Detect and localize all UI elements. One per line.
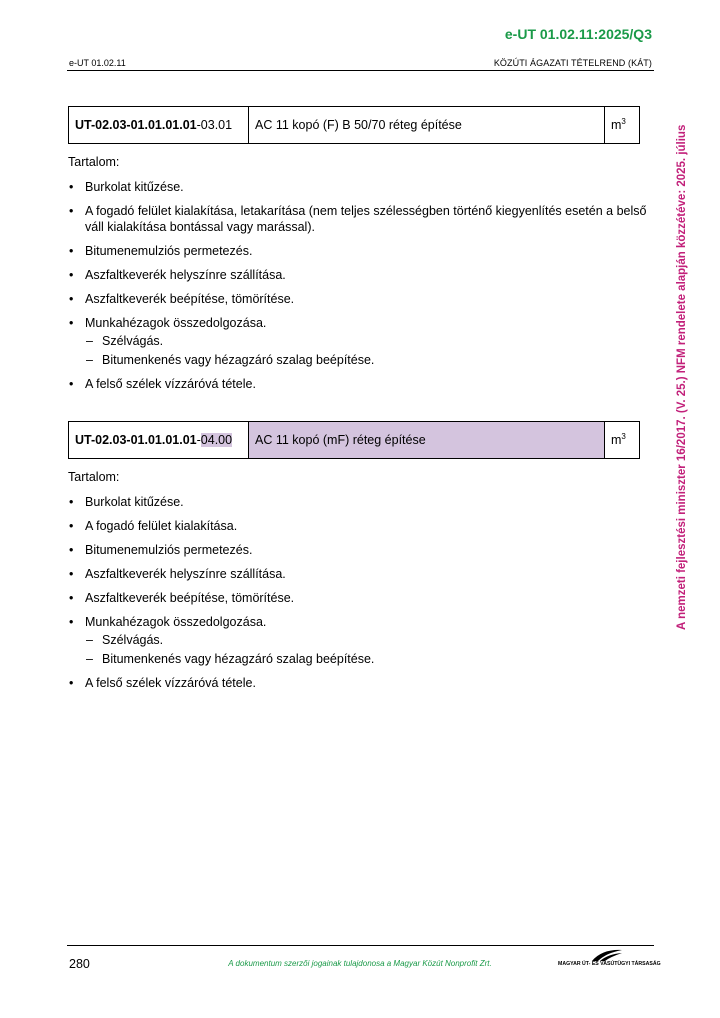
- sub-list: [85, 632, 648, 667]
- list-item: • Burkolat kitűzése.: [68, 179, 648, 195]
- content-label: Tartalom:: [68, 155, 120, 169]
- document-id: e-UT 01.02.11:2025/Q3: [504, 26, 652, 42]
- list-item-text: Munkahézagok összedolgozása.: [85, 316, 267, 330]
- item-unit-cell: [605, 107, 640, 144]
- unit-exponent: 3: [621, 117, 626, 127]
- item-code-suffix: -03.01: [196, 118, 233, 132]
- content-list: [68, 494, 648, 691]
- header-left-code: e-UT 01.02.11: [69, 58, 126, 68]
- list-item: • Aszfaltkeverék helyszínre szállítása.: [68, 566, 648, 582]
- list-item: • A felső szélek vízzáróvá tétele.: [68, 376, 648, 392]
- item-table-2: [68, 421, 640, 459]
- unit-base: m: [611, 433, 622, 448]
- road-arc-logo-icon: [590, 948, 624, 962]
- item-code-suffix-highlighted: 04.00: [200, 433, 233, 447]
- item-title-cell-highlighted: AC 11 kopó (mF) réteg építése: [249, 422, 605, 459]
- logo-text: MAGYAR ÚT- ÉS VASÚTÜGYI TÁRSASÁG: [558, 961, 661, 967]
- sub-list-item: – Szélvágás.: [85, 333, 648, 349]
- item-unit-cell: [605, 422, 640, 459]
- content-label: Tartalom:: [68, 470, 120, 484]
- publication-side-note: A nemzeti fejlesztési miniszter 16/2017. (V. 25.) NFM rendelete alapján közzétéve: 2025. július: [676, 124, 688, 630]
- list-item: [68, 315, 648, 368]
- item-row: [69, 422, 640, 459]
- list-item: • Bitumenemulziós permetezés.: [68, 542, 648, 558]
- item-code-cell: [69, 422, 249, 459]
- item-title-cell: AC 11 kopó (F) B 50/70 réteg építése: [249, 107, 605, 144]
- sub-list-item: – Bitumenkenés vagy hézagzáró szalag beépítése.: [85, 352, 648, 368]
- sub-list: [85, 333, 648, 368]
- list-item-text: Munkahézagok összedolgozása.: [85, 615, 267, 629]
- header-rule: [67, 70, 654, 71]
- item-code-main: UT-02.03-01.01.01.01: [75, 118, 197, 132]
- footer-rule: [67, 945, 654, 946]
- item-code-cell: [69, 107, 249, 144]
- unit-base: m: [611, 118, 622, 133]
- list-item: • Burkolat kitűzése.: [68, 494, 648, 510]
- item-content-1: [68, 154, 648, 400]
- copyright-note: A dokumentum szerzői jogainak tulajdonosa a Magyar Közút Nonprofit Zrt.: [228, 959, 492, 968]
- item-table-1: [68, 106, 640, 144]
- list-item: • A felső szélek vízzáróvá tétele.: [68, 675, 648, 691]
- unit-exponent: 3: [621, 432, 626, 442]
- page-number: 280: [69, 957, 90, 971]
- item-row: [69, 107, 640, 144]
- item-code-dash: -: [196, 433, 201, 447]
- list-item: • Aszfaltkeverék beépítése, tömörítése.: [68, 590, 648, 606]
- list-item: • Aszfaltkeverék beépítése, tömörítése.: [68, 291, 648, 307]
- list-item: • A fogadó felület kialakítása, letakarítása (nem teljes szélességben történő kiegyenlítés esetén a belső váll kialakítása bontással vagy marással).: [68, 203, 648, 235]
- list-item: • Aszfaltkeverék helyszínre szállítása.: [68, 267, 648, 283]
- header-right-title: KÖZÚTI ÁGAZATI TÉTELREND (KÁT): [493, 58, 652, 68]
- sub-list-item: – Bitumenkenés vagy hézagzáró szalag beépítése.: [85, 651, 648, 667]
- list-item: [68, 614, 648, 667]
- list-item: • A fogadó felület kialakítása.: [68, 518, 648, 534]
- list-item: • Bitumenemulziós permetezés.: [68, 243, 648, 259]
- item-content-2: [68, 469, 648, 699]
- publisher-logo: [558, 948, 661, 972]
- content-list: [68, 179, 648, 392]
- sub-list-item: – Szélvágás.: [85, 632, 648, 648]
- item-code-main: UT-02.03-01.01.01.01: [75, 433, 197, 447]
